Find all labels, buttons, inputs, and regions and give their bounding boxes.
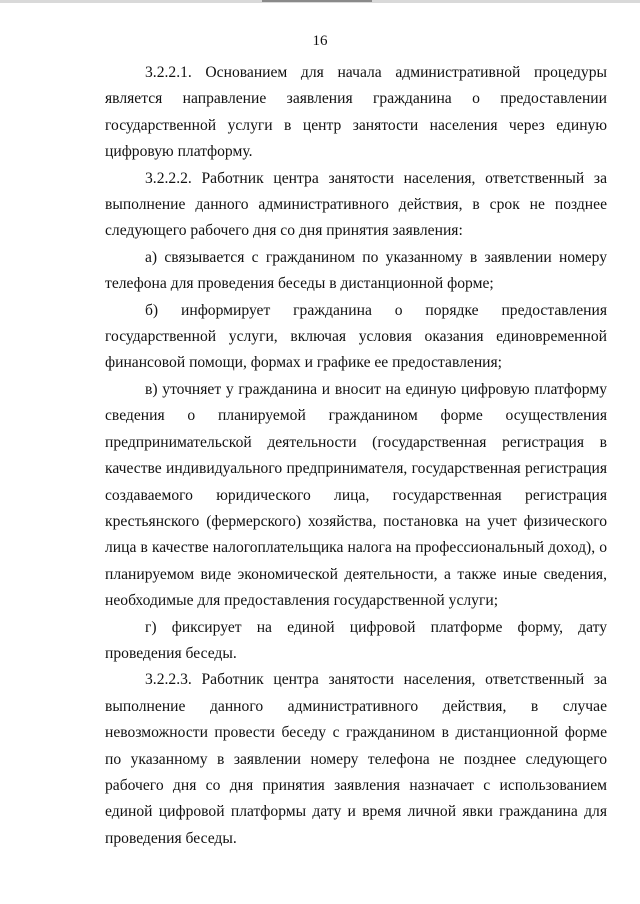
list-item-v: в) уточняет у гражданина и вносит на единую цифровую платформу сведения о планируемой гражданином форме осуществления предпринимательской деятельности (государственная регистрация в качестве индивидуального предпринимателя, государственная регистрация создаваемого юридического лица, государственная регистрация крестьянского (фермерского) хозяйства, постановка на учет физического лица в качестве налогоплательщика налога на профессиональный доход), о планируемом виде экономической деятельности, а также иные сведения, необходимые для предоставления государственной услуги; bbox=[105, 380, 607, 610]
list-item-b: б) информирует гражданина о порядке предоставления государственной услуги, включая условия оказания единовременной финансовой помощи, формах и графике ее предоставления; bbox=[105, 301, 607, 372]
list-item-g: г) фиксирует на единой цифровой платформе форму, дату проведения беседы. bbox=[105, 618, 607, 662]
paragraph-3-2-2-2: 3.2.2.2. Работник центра занятости населения, ответственный за выполнение данного административного действия, в срок не позднее следующего рабочего дня со дня принятия заявления: bbox=[105, 169, 607, 240]
scan-artifact bbox=[262, 0, 372, 2]
page-number: 16 bbox=[312, 33, 328, 49]
paragraph-3-2-2-3: 3.2.2.3. Работник центра занятости населения, ответственный за выполнение данного административного действия, в случае невозможности провести беседу с гражданином в дистанционной форме по указанному в заявлении номеру телефона не позднее следующего рабочего дня со дня принятия заявления назначает с использованием единой цифровой платформы дату и время личной явки гражданина для проведения беседы. bbox=[105, 671, 607, 847]
document-body bbox=[105, 60, 607, 852]
paragraph-3-2-2-1: 3.2.2.1. Основанием для начала административной процедуры является направление заявления гражданина о предоставлении государственной услуги в центр занятости населения через единую цифровую платформу. bbox=[105, 64, 607, 161]
list-item-a: а) связывается с гражданином по указанному в заявлении номеру телефона для проведения беседы в дистанционной форме; bbox=[105, 248, 607, 293]
